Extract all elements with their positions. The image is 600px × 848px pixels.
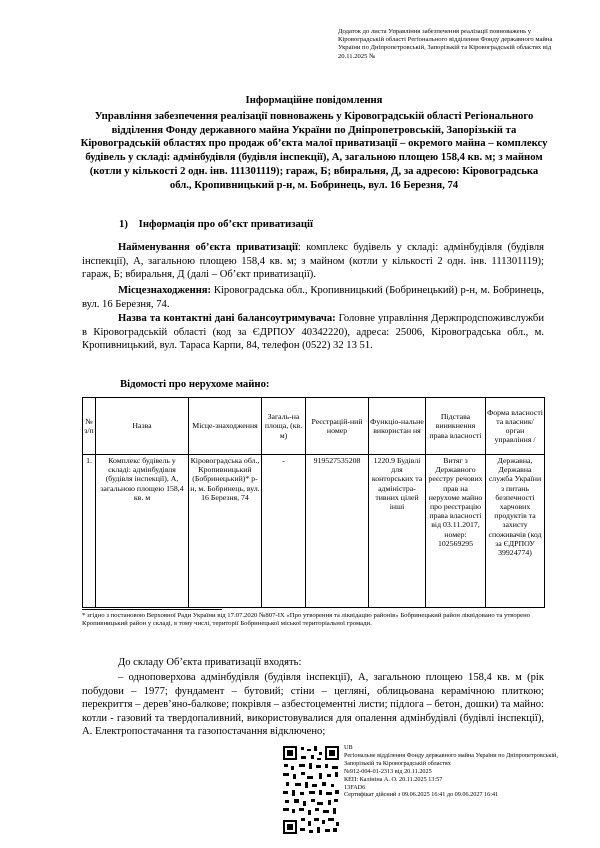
table-cell: Витяг з Державного реєстру речових прав на нерухоме майно про реєстрацію права власності від 03.11.2017, номер: 102569295 bbox=[426, 455, 486, 608]
table-cell: 919527535208 bbox=[306, 455, 369, 608]
table-cell: Кіровоградська обл., Кропивницький (Бобринецький)* р-н, м. Бобринець, вул. 16 Березня, 74 bbox=[189, 455, 262, 608]
stamp-line: Сертифікат дійсний з 09.06.2025 16:41 до 09.06.2027 16:41 bbox=[344, 791, 499, 799]
table-header: Реєстрацій-ний номер bbox=[306, 398, 369, 455]
property-table bbox=[82, 397, 545, 608]
stamp-line: КЕП: Калініна А. О. 20.11.2025 13:57 bbox=[344, 775, 443, 783]
section-number: 1) bbox=[119, 218, 128, 230]
stamp-text bbox=[344, 744, 572, 799]
table-row bbox=[83, 455, 545, 608]
object-name-label: Найменування об’єкта приватизації bbox=[118, 242, 298, 253]
object-name-paragraph bbox=[82, 241, 544, 282]
stamp-line: UB bbox=[344, 744, 353, 751]
location-text: Кіровоградська обл., Кропивницький (Бобринецький) р-н, м. Бобринець, вул. 16 Березня, 74. bbox=[82, 285, 544, 310]
table-header: Підстава виникнення права власності bbox=[426, 398, 486, 455]
table-header: Форма власності та власник/ орган управління / bbox=[486, 398, 545, 455]
section-title: Інформація про об’єкт приватизації bbox=[138, 218, 313, 230]
holder-label: Назва та контактні дані балансоутримувача: bbox=[118, 313, 336, 324]
title-heading: Інформаційне повідомлення bbox=[245, 94, 383, 106]
annex-note: Додаток до листа Управління забезпечення реалізації повноважень у Кіровоградській області Регіонального відділення Фонду державного майна України по Дніпропетровській, Запорізькій та Кіровоградській областях від 20.11.2025 № bbox=[338, 28, 553, 60]
table-header: Місце-знаходження bbox=[189, 398, 262, 455]
includes-text: – одноповерхова адмінбудівля (будівля інспекції), А, загальною площею 158,4 кв. м (рік побудови – 1977; фундамент – бутовий; стіни – цеглянi, облицьована керамічною плиткою; перекриття – дерев’яно-балкове; покрівля – азбестоцементні листи; підлога – бетон, дошки) та майно: котли - газовий та твердопаливний, використовувалися для опалення адмінбудівлі (будівлі інспекції), А. Електропостачання та газопостачання відключено; bbox=[82, 672, 544, 738]
stamp-line: №912-004-01-2313 від 20.11.2025 bbox=[344, 767, 432, 775]
title-body: Управління забезпечення реалізації повноважень у Кіровоградській області Регіонального відділення Фонду державного майна України по Дніпропетровській, Запорізькій та Кіровоградській областях про продаж об’єкта малої приватизації – окремого майна – комплексу будівель у складі: адмінбудівля (будівля інспекції), А, загальною площею 158,4 кв. м; з майном (котли у кількості 2 одн. інв. 111301119); гараж, Б; вбиральня, Д, за адресою: Кіровоградська обл., Кропивницький р-н, м. Бобринець, вул. 16 Березня, 74 bbox=[80, 109, 548, 191]
object-name-text: : комплекс будівель у складі: адмінбудівля (будівля інспекції), А, загальною площею 158,4 кв. м; з майном (котли у кількості 2 одн. інв. 111301119); гараж, Б; вбиральня, Д (далі – Об’єкт приватизації). bbox=[82, 242, 544, 281]
location-paragraph bbox=[82, 284, 544, 311]
table-cell: - bbox=[262, 455, 306, 608]
table-header: № з/п bbox=[83, 398, 96, 455]
announcement-title bbox=[78, 94, 550, 193]
includes-intro: До складу Об’єкта приватизації входять: bbox=[118, 657, 302, 668]
table-header: Загаль-на площа, (кв. м) bbox=[262, 398, 306, 455]
qr-code-icon bbox=[281, 744, 341, 836]
footnote: * згідно з постановою Верховної Ради України від 17.07.2020 №807-IX «Про утворення та ліквідацію районів» Бобринецький район ліквідовано та утворено Кропивницький район у складі, в тому числі, території Бобринецької міської територіальної громади. bbox=[82, 612, 531, 628]
holder-paragraph bbox=[82, 312, 544, 353]
stamp-line: 13FAD6 bbox=[344, 783, 366, 791]
table-header: Назва bbox=[96, 398, 189, 455]
e-signature-stamp bbox=[281, 744, 571, 836]
holder-text: Головне управління Держпродспоживслужби в Кіровоградській області (код за ЄДРПОУ 40342220), адреса: 25006, Кіровоградська обл., м. Кропивницький, вул. Тараса Карпи, 84, телефон (0522) 32 13 51. bbox=[82, 313, 544, 352]
table-header-row bbox=[83, 398, 545, 455]
table-title: Відомості про нерухоме майно: bbox=[120, 378, 270, 390]
table-header: Функціо-нальне використан ня bbox=[369, 398, 426, 455]
table-cell: 1220.9 Будівлі для конторських та адміністра-тивних цілей інші bbox=[369, 455, 426, 608]
table-cell: Комплекс будівель у складі: адмінбудівля (будівля інспекції), А, загальною площею 158,4 кв. м bbox=[96, 455, 189, 608]
stamp-line: Регіональне відділення Фонду державного майна України по Дніпропетровській, Запорізькій та Кіровоградській областях bbox=[344, 751, 558, 767]
section-heading bbox=[119, 218, 313, 230]
table-cell: Державна, Державна служба України з питань безпечності харчових продуктів та захисту споживачів (код за ЄДРПОУ 39924774) bbox=[486, 455, 545, 608]
location-label: Місцезнаходження: bbox=[118, 285, 212, 296]
table-cell: 1. bbox=[83, 455, 96, 608]
footnote-divider bbox=[82, 609, 222, 610]
